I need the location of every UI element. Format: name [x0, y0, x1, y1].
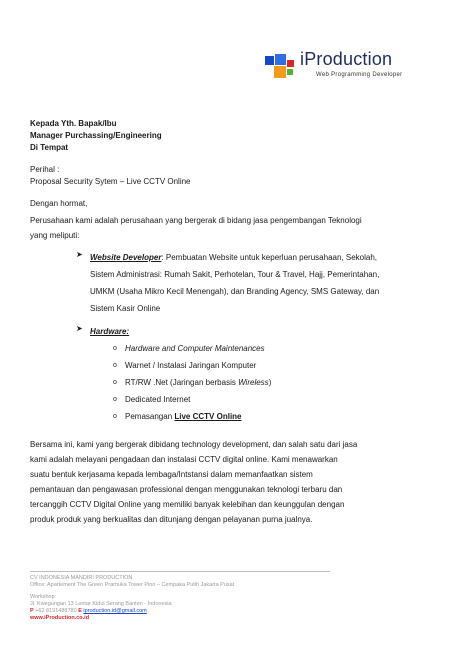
service-website [30, 249, 450, 317]
website-desc: Sistem Administrasi: Rumah Sakit, Perhotelan, Tour & Travel, Hajj, Pemerintahan, [90, 270, 380, 279]
subject-text: Proposal Security Sytem – Live CCTV Online [30, 177, 191, 186]
circle-bullet-icon: o [113, 362, 117, 369]
closing-paragraph [30, 437, 450, 527]
footer-phone: +62 8191488780 [35, 608, 77, 614]
closing-line: Bersama ini, kami yang bergerak dibidang technology development, dan salah satu dari jasa [30, 440, 358, 449]
logo-tagline: Web Programming Developer [316, 72, 403, 78]
circle-bullet-icon: o [113, 396, 117, 403]
circle-bullet-icon: o [113, 379, 117, 386]
phone-label: P [30, 608, 34, 614]
recipient-line: Kepada Yth. Bapak/Ibu [30, 119, 117, 128]
company-logo [265, 49, 425, 82]
arrow-bullet-icon: ➤ [76, 324, 83, 333]
intro-line: yang meliputi: [30, 231, 80, 240]
intro-line: Perusahaan kami adalah perusahaan yang bergerak di bidang jasa pengembangan Teknologi [30, 216, 362, 225]
closing-line: suatu bentuk kerjasama kepada lembaga/Intstansi dalam memanfaatkan sistem [30, 470, 313, 479]
subject-label: Perihal : [30, 165, 60, 174]
email-label: E [78, 608, 82, 614]
closing-line: kami adalah melayani pengadaan dan instalasi CCTV digital online. Kami menawarkan [30, 455, 338, 464]
footer-office: Office: Apartement The Green Pramuka Tower Pino – Cempaka Putih Jakarta Pusat [30, 582, 235, 588]
website-desc: Sistem Kasir Online [90, 304, 161, 313]
list-item: o Pemasangan Live CCTV Online [30, 408, 450, 425]
list-item: o Hardware and Computer Maintenances [30, 340, 450, 357]
arrow-bullet-icon: ➤ [76, 250, 83, 259]
recipient-block [30, 118, 450, 154]
closing-line: produk produk yang berkualitas dan ditunjang dengan pelayanan purna jualnya. [30, 515, 313, 524]
list-item: o RT/RW .Net (Jaringan berbasis Wireless) [30, 374, 450, 391]
circle-bullet-icon: o [113, 413, 117, 420]
website-desc: UMKM (Usaha Mikro Kecil Menengah), dan Branding Agency, SMS Gateway, dan [90, 287, 380, 296]
circle-bullet-icon: o [113, 345, 117, 352]
service-hardware [30, 323, 450, 340]
footer-company: CV INDONESIA MANDIRI PRODUCTION [30, 575, 133, 581]
footer-divider [30, 571, 330, 572]
greeting: Dengan hormat, [30, 199, 88, 208]
footer-website-link[interactable]: www.iProduction.co.id [30, 615, 90, 621]
logo-mark-icon [265, 54, 295, 80]
recipient-line: Manager Purchassing/Engineering [30, 131, 162, 140]
logo-name: iProduction [300, 49, 393, 69]
letter-footer [30, 575, 360, 622]
hardware-title: Hardware: [90, 327, 130, 336]
closing-line: tercanggih CCTV Digital Online yang memiliki banyak kelebihan dan keunggulan dengan [30, 500, 345, 509]
recipient-line: Di Tempat [30, 143, 69, 152]
list-item: o Warnet / Instalasi Jaringan Komputer [30, 357, 450, 374]
closing-line: pemantauan dan pengawasan professional dengan menggunakan teknologi terbaru dan [30, 485, 343, 494]
letter-body [30, 118, 450, 527]
website-title: Website Developer [90, 253, 162, 262]
footer-workshop-address: Jl. Kwegungan 13 Lontar Kidul Serang Banten - Indonesia [30, 601, 172, 607]
website-desc: : Pembuatan Website untuk keperluan perusahaan, Sekolah, [161, 253, 377, 262]
footer-email-link[interactable]: iproduction.id@gmail.com [83, 608, 147, 614]
list-item: o Dedicated Internet [30, 391, 450, 408]
footer-workshop-label: Workshop: [30, 594, 57, 600]
